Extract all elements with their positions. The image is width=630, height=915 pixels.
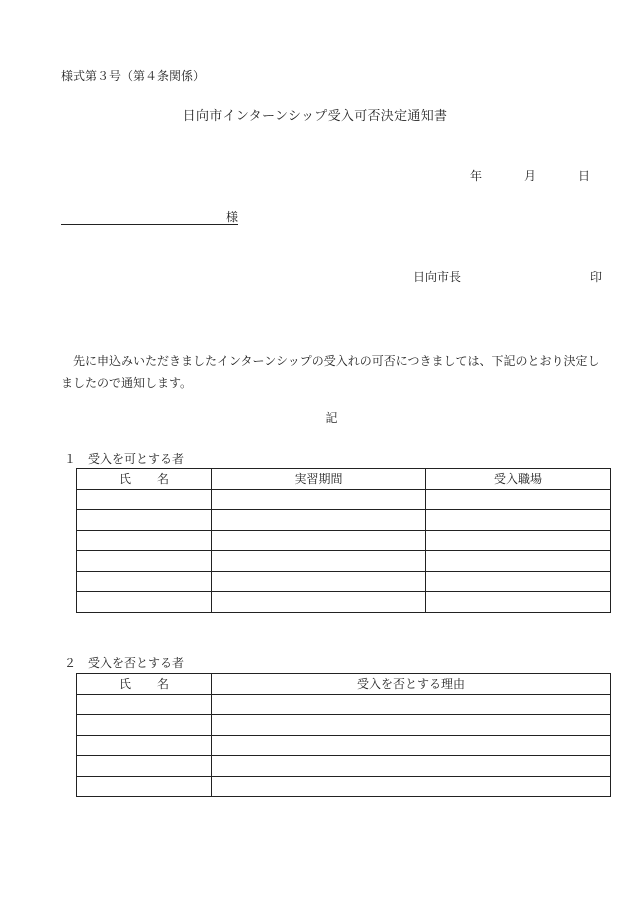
column-header-workplace: 受入職場 [426,469,611,490]
table-row [77,735,611,756]
table-row [77,756,611,777]
table-cell [77,592,212,613]
table-cell [212,715,611,736]
recipient-name-line [61,210,238,225]
section2-heading: ２ 受入を否とする者 [64,656,185,670]
table-cell [77,715,212,736]
rejected-table [76,673,611,797]
table-row [77,551,611,572]
section1-heading: １ 受入を可とする者 [64,452,185,466]
table-cell [77,694,212,715]
table-cell [77,551,212,572]
date-month-label: 月 [523,169,536,183]
table-row [77,592,611,613]
table-cell [77,735,212,756]
seal-mark: 印 [590,270,603,284]
date-line [470,170,590,182]
column-header-name: 氏名 [77,674,212,695]
table-cell [212,735,611,756]
issuer-name: 日向市長 [413,270,462,284]
table-row [77,571,611,592]
table-cell [212,551,426,572]
table-cell [77,530,212,551]
table-row [77,694,611,715]
table-cell [426,530,611,551]
table-row [77,489,611,510]
table-row [77,530,611,551]
table-cell [426,551,611,572]
column-header-name: 氏名 [77,469,212,490]
table-cell [77,756,212,777]
table-cell [77,571,212,592]
table-cell [212,510,426,531]
table-cell [426,510,611,531]
table-cell [212,571,426,592]
form-number: 様式第３号（第４条関係） [61,69,206,83]
table-cell [212,530,426,551]
table-cell [212,756,611,777]
table-cell [77,489,212,510]
table-cell [212,592,426,613]
table-row [77,715,611,736]
column-header-reason: 受入を否とする理由 [212,674,611,695]
date-year-label: 年 [469,169,482,183]
table-header-row [77,469,611,490]
table-header-row [77,674,611,695]
table-cell [426,592,611,613]
recipient-honorific: 様 [225,210,238,224]
table-row [77,510,611,531]
table-row [77,776,611,797]
table-cell [212,776,611,797]
table-cell [426,489,611,510]
table-cell [426,571,611,592]
body-text: 先に申込みいただきましたインターンシップの受入れの可否につきましては、下記のとおり決定しましたので通知します。 [61,354,600,390]
table-cell [77,776,212,797]
document-title: 日向市インターンシップ受入可否決定通知書 [182,109,448,124]
table-cell [212,489,426,510]
table-cell [212,694,611,715]
column-header-period: 実習期間 [212,469,426,490]
ki-heading: 記 [325,411,338,425]
table-cell [77,510,212,531]
accepted-table [76,468,611,613]
date-day-label: 日 [577,169,590,183]
